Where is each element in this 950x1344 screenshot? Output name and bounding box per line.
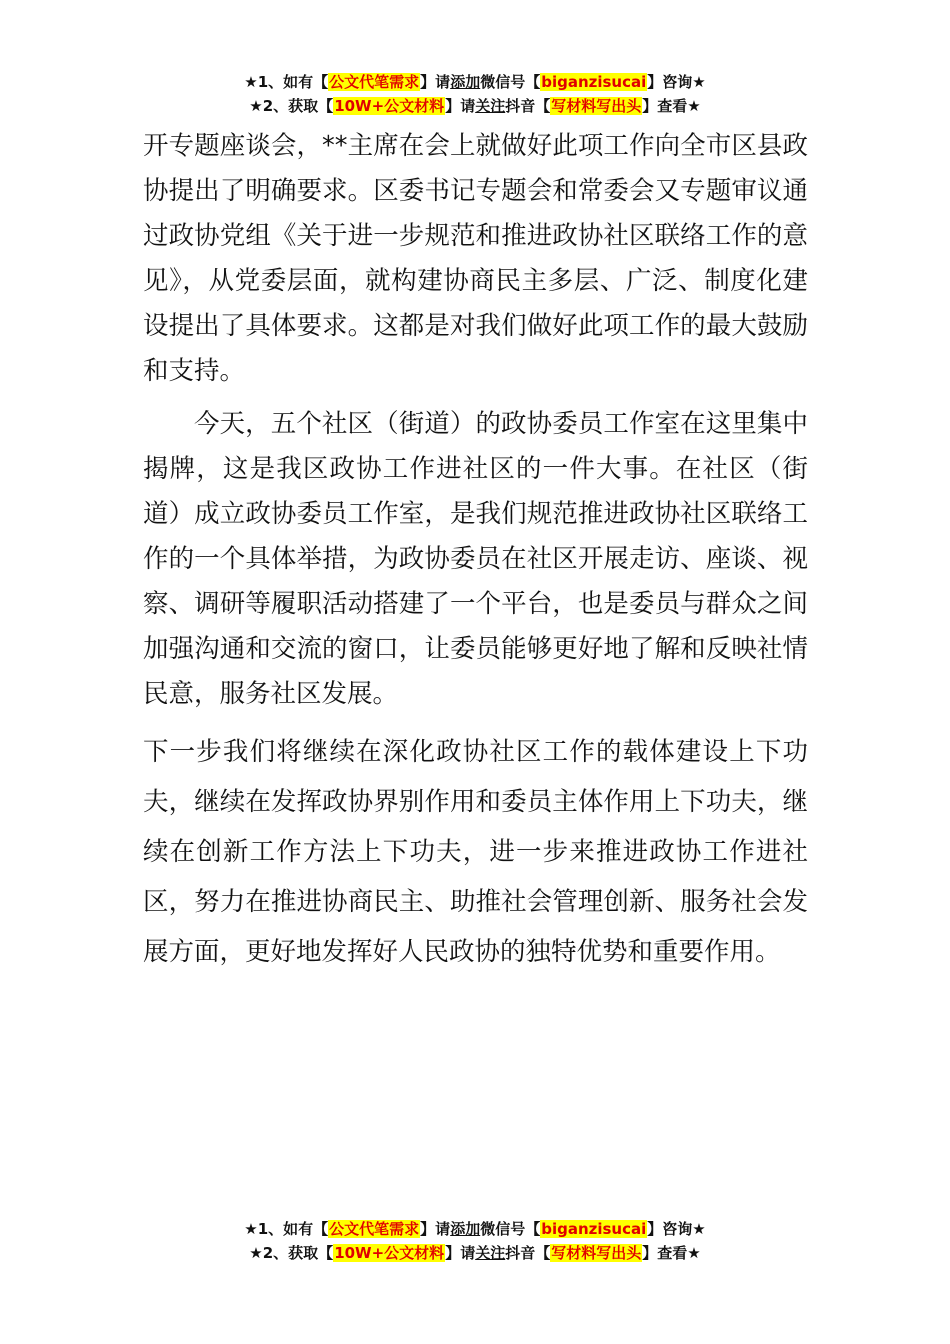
banner-text: 微信号【 (480, 73, 541, 91)
banner-highlight: 写材料写出头 (551, 97, 642, 115)
banner-underline: 添加 (450, 73, 481, 91)
banner-text: 】请 (420, 1220, 451, 1238)
banner-underline: 关注 (475, 97, 506, 115)
banner-line-2 (0, 94, 950, 118)
banner-underline: 关注 (475, 1244, 506, 1262)
banner-highlight: 10W+公文材料 (334, 97, 445, 115)
paragraph-2: 今天，五个社区（街道）的政协委员工作室在这里集中揭牌，这是我区政协工作进社区的一件大事。在社区（街道）成立政协委员工作室，是我们规范推进政协社区联络工作的一个具体举措，为政协委员在社区开展走访、座谈、视察、调研等履职活动搭建了一个平台，也是委员与群众之间加强沟通和交流的窗口，让委员能够更好地了解和反映社情民意，服务社区发展。 (143, 409, 808, 709)
banner-text: 】请 (420, 73, 451, 91)
banner-text: 】请 (445, 1244, 476, 1262)
banner-text: 】咨询★ (647, 73, 706, 91)
banner-line-1 (0, 1217, 950, 1241)
banner-underline: 添加 (450, 1220, 481, 1238)
banner-highlight: 写材料写出头 (551, 1244, 642, 1262)
banner-text: 抖音【 (505, 97, 551, 115)
banner-highlight: 公文代笔需求 (329, 73, 420, 91)
banner-text: ★2、获取【 (249, 1244, 334, 1262)
banner-text: 】咨询★ (647, 1220, 706, 1238)
banner-text: 微信号【 (480, 1220, 541, 1238)
banner-text: 抖音【 (505, 1244, 551, 1262)
header-banner (0, 70, 950, 118)
banner-text: ★1、如有【 (244, 73, 329, 91)
banner-line-2 (0, 1241, 950, 1265)
document-body (143, 124, 808, 977)
banner-highlight: biganzisucai (541, 1220, 647, 1238)
banner-highlight: 公文代笔需求 (329, 1220, 420, 1238)
banner-text: ★2、获取【 (249, 97, 334, 115)
footer-banner (0, 1217, 950, 1265)
banner-text: 】查看★ (642, 1244, 701, 1262)
banner-highlight: 10W+公文材料 (334, 1244, 445, 1262)
banner-text: 】查看★ (642, 97, 701, 115)
banner-line-1 (0, 70, 950, 94)
banner-highlight: biganzisucai (541, 73, 647, 91)
paragraph-3: 下一步我们将继续在深化政协社区工作的载体建设上下功夫，继续在发挥政协界别作用和委员主体作用上下功夫，继续在创新工作方法上下功夫，进一步来推进政协工作进社区，努力在推进协商民主、助推社会管理创新、服务社会发展方面，更好地发挥好人民政协的独特优势和重要作用。 (143, 737, 808, 967)
banner-text: ★1、如有【 (244, 1220, 329, 1238)
banner-text: 】请 (445, 97, 476, 115)
paragraph-1: 开专题座谈会，**主席在会上就做好此项工作向全市区县政协提出了明确要求。区委书记专题会和常委会又专题审议通过政协党组《关于进一步规范和推进政协社区联络工作的意见》，从党委层面，就构建协商民主多层、广泛、制度化建设提出了具体要求。这都是对我们做好此项工作的最大鼓励和支持。 (143, 131, 808, 386)
